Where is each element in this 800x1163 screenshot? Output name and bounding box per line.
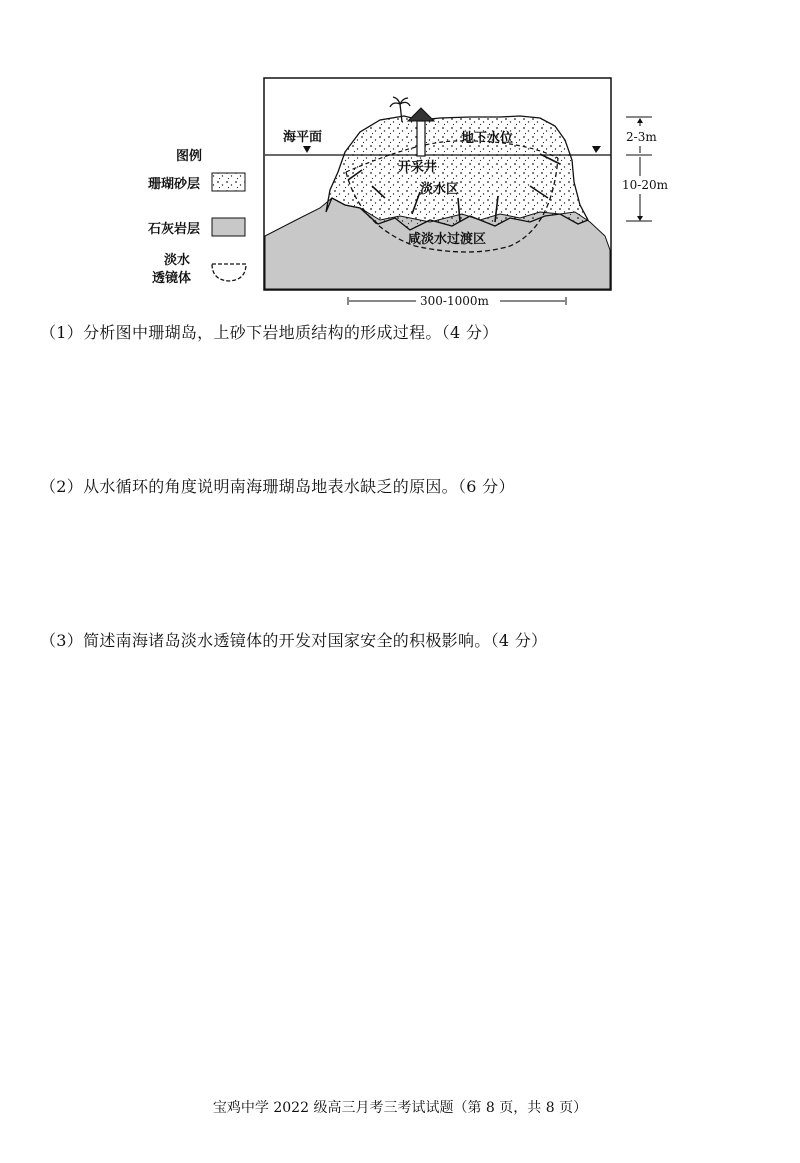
height-small-label: 2-3m — [626, 130, 657, 144]
height-arrow-up — [637, 118, 643, 123]
coral-island-diagram — [0, 0, 800, 320]
legend-limestone-label: 石灰岩层 — [148, 222, 201, 237]
question-2: （2）从水循环的角度说明南海珊瑚岛地表水缺乏的原因。（6 分） — [40, 477, 515, 496]
width-label: 300-1000m — [420, 294, 489, 308]
fresh-zone-label: 淡水区 — [420, 182, 460, 197]
legend-lens-swatch — [212, 264, 246, 281]
legend-limestone-swatch — [212, 218, 245, 236]
legend-lens-label-1: 淡水 — [164, 253, 191, 268]
legend-lens-label-2: 透镜体 — [152, 271, 192, 286]
sea-level-label: 海平面 — [283, 130, 323, 145]
question-3: （3）简述南海诸岛淡水透镜体的开发对国家安全的积极影响。（4 分） — [40, 631, 548, 650]
well-shaft — [417, 121, 425, 156]
height-arrow-down — [637, 216, 643, 221]
legend-coral-sand-swatch — [212, 173, 245, 191]
water-table-label: 地下水位 — [461, 131, 514, 146]
coral-sand-layer — [326, 116, 588, 230]
legend-title: 图例 — [176, 149, 203, 164]
legend-coral-sand-label: 珊瑚砂层 — [148, 177, 201, 192]
transition-zone-label: 咸淡水过渡区 — [408, 232, 487, 247]
sea-level-marker-right — [592, 146, 601, 153]
well-label: 开采井 — [398, 160, 438, 175]
sea-level-marker-left — [303, 146, 311, 153]
height-large-label: 10-20m — [622, 178, 668, 192]
question-1: （1）分析图中珊瑚岛，上砂下岩地质结构的形成过程。（4 分） — [40, 323, 499, 342]
hut-icon — [408, 108, 434, 121]
page-footer: 宝鸡中学 2022 级高三月考三考试试题（第 8 页，共 8 页） — [212, 1100, 588, 1116]
